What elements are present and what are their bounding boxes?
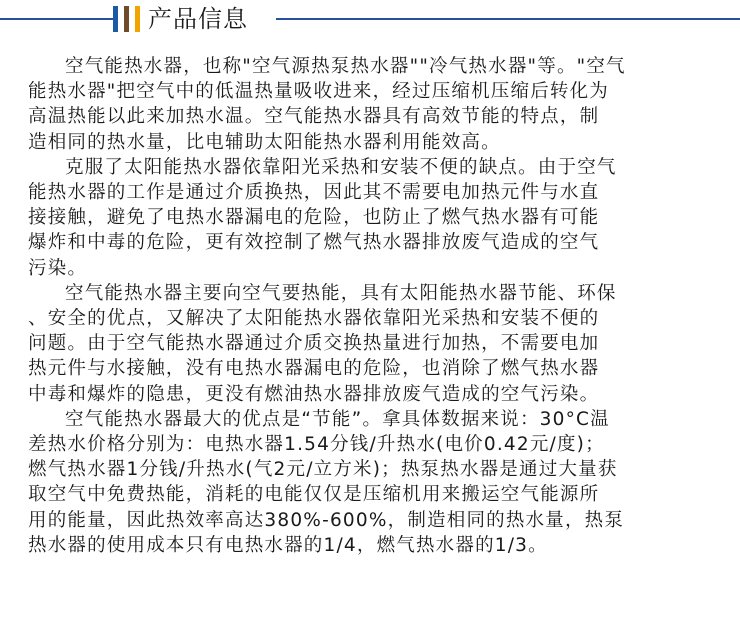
paragraph-3: 空气能热水器主要向空气要热能，具有太阳能热水器节能、环保 、安全的优点，又解决了太阳能热水器依靠阳光采热和安装不便的 问题。由于空气能热水器通过介质交换热量进行加热，不需要电加 热元件与水接触，没有电热水器漏电的危险，也消除了燃气热水器 中毒和爆炸的隐患，更没有燃油热水器排放废气造成的空气污染。 [28, 282, 617, 405]
header-divider-left [0, 18, 113, 20]
paragraph-1: 空气能热水器，也称"空气源热泵热水器""冷气热水器"等。"空气 能热水器"把空气中的低温热量吸收进来，经过压缩机压缩后转化为 高温热能以此来加热水温。空气能热水器具有高效节能的特点，制 造相同的热水量，比电辅助太阳能热水器利用能效高。 [28, 56, 626, 153]
header-divider-right [276, 18, 740, 20]
decor-bar-blue [113, 6, 118, 32]
section-title: 产品信息 [148, 5, 248, 33]
paragraph-4: 空气能热水器最大的优点是“节能”。拿具体数据来说：30°C温 差热水价格分别为：电热水器1.54分钱/升热水(电价0.42元/度)； 燃气热水器1分钱/升热水(气2元/立方米)；热泵热水器是通过大量获 取空气中免费热能，消耗的电能仅仅是压缩机用来搬运空气能源所 用的能量，因此热效率高达380%-600%，制造相同的热水量，热泵 热水器的使用成本只有电热水器的1/4，燃气热水器的1/3。 [28, 408, 625, 556]
paragraph-2: 克服了太阳能热水器依靠阳光采热和安装不便的缺点。由于空气 能热水器的工作是通过介质换热，因此其不需要电加热元件与水直 接接触，避免了电热水器漏电的危险，也防止了燃气热水器有可能 爆炸和中毒的危险，更有效控制了燃气热水器排放废气造成的空气 污染。 [28, 156, 617, 279]
decor-bar-orange [135, 6, 140, 32]
section-header [0, 0, 740, 40]
decor-bar-brown [124, 6, 129, 32]
product-description [28, 54, 728, 558]
